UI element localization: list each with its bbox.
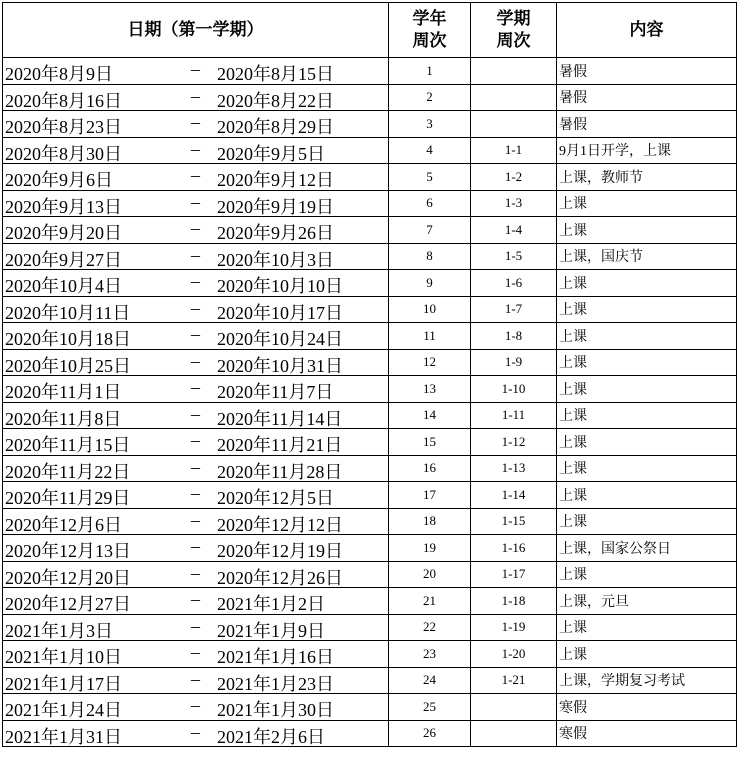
- table-row: [3, 614, 737, 641]
- date-range-cell: [3, 58, 389, 85]
- date-range-cell: [3, 243, 389, 270]
- end-date: 2020年10月3日: [217, 249, 334, 270]
- date-separator: –: [191, 377, 200, 397]
- date-separator: –: [191, 403, 200, 424]
- end-date: 2021年2月6日: [217, 726, 325, 747]
- year-week-cell: 1: [389, 58, 471, 85]
- date-range-cell: [3, 455, 389, 482]
- content-cell: 上课: [557, 482, 737, 509]
- table-row: [3, 190, 737, 217]
- date-separator: –: [191, 615, 200, 636]
- year-week-cell: 14: [389, 402, 471, 429]
- content-cell: 上课: [557, 641, 737, 668]
- content-cell: 上课: [557, 296, 737, 323]
- end-date: 2020年11月21日: [217, 435, 343, 455]
- content-cell: 上课，国庆节: [557, 243, 737, 270]
- year-week-cell: 2: [389, 84, 471, 111]
- content-cell: 上课: [557, 614, 737, 641]
- semester-week-cell: 1-4: [471, 217, 557, 244]
- table-row: [3, 535, 737, 562]
- table-row: [3, 561, 737, 588]
- end-date: 2020年8月29日: [217, 117, 334, 137]
- date-range-cell: [3, 641, 389, 668]
- header-year-week-line1: 学年: [412, 9, 447, 29]
- date-range-cell: [3, 217, 389, 244]
- date-separator: –: [191, 350, 200, 371]
- semester-week-cell: 1-10: [471, 376, 557, 403]
- date-range-cell: [3, 270, 389, 297]
- year-week-cell: 25: [389, 694, 471, 721]
- date-range-cell: [3, 402, 389, 429]
- content-cell: 寒假: [557, 720, 737, 747]
- date-separator: –: [191, 297, 200, 318]
- start-date: 2020年11月1日: [5, 382, 122, 402]
- semester-week-cell: 1-14: [471, 482, 557, 509]
- date-separator: –: [191, 59, 200, 79]
- end-date: 2021年1月2日: [217, 594, 325, 614]
- date-range-cell: [3, 667, 389, 694]
- end-date: 2020年11月7日: [217, 382, 334, 402]
- start-date: 2020年8月23日: [5, 117, 122, 137]
- semester-week-cell: 1-12: [471, 429, 557, 456]
- date-separator: –: [191, 509, 200, 530]
- end-date: 2020年8月15日: [217, 64, 334, 84]
- date-range-cell: [3, 482, 389, 509]
- date-separator: –: [191, 695, 200, 715]
- header-semester-week-line2: 周次: [496, 31, 531, 51]
- table-row: [3, 455, 737, 482]
- year-week-cell: 16: [389, 455, 471, 482]
- start-date: 2020年12月20日: [5, 567, 131, 588]
- table-row: [3, 482, 737, 509]
- year-week-cell: 4: [389, 137, 471, 164]
- end-date: 2021年1月9日: [217, 620, 325, 641]
- table-row: [3, 217, 737, 244]
- start-date: 2020年9月6日: [5, 170, 113, 190]
- end-date: 2020年12月12日: [217, 514, 343, 535]
- content-cell: 暑假: [557, 84, 737, 111]
- table-row: [3, 349, 737, 376]
- date-range-cell: [3, 84, 389, 111]
- date-separator: –: [191, 721, 200, 742]
- table-row: [3, 137, 737, 164]
- year-week-cell: 21: [389, 588, 471, 615]
- content-cell: 上课: [557, 323, 737, 350]
- year-week-cell: 5: [389, 164, 471, 191]
- end-date: 2020年9月12日: [217, 170, 334, 190]
- start-date: 2020年11月15日: [5, 435, 131, 455]
- semester-week-cell: 1-7: [471, 296, 557, 323]
- semester-week-cell: 1-17: [471, 561, 557, 588]
- date-range-cell: [3, 535, 389, 562]
- content-cell: 上课，元旦: [557, 588, 737, 615]
- date-range-cell: [3, 349, 389, 376]
- date-separator: –: [191, 589, 200, 609]
- date-separator: –: [191, 271, 200, 291]
- date-separator: –: [191, 668, 200, 689]
- start-date: 2020年12月27日: [5, 594, 131, 614]
- end-date: 2020年12月19日: [217, 541, 343, 561]
- content-cell: 上课: [557, 376, 737, 403]
- date-range-cell: [3, 508, 389, 535]
- semester-week-cell: 1-18: [471, 588, 557, 615]
- year-week-cell: 12: [389, 349, 471, 376]
- start-date: 2020年11月22日: [5, 461, 131, 482]
- content-cell: 上课，国家公祭日: [557, 535, 737, 562]
- header-year-week: [389, 3, 471, 58]
- year-week-cell: 8: [389, 243, 471, 270]
- table-row: [3, 164, 737, 191]
- year-week-cell: 24: [389, 667, 471, 694]
- header-content: 内容: [557, 3, 737, 58]
- start-date: 2020年12月6日: [5, 514, 122, 535]
- year-week-cell: 15: [389, 429, 471, 456]
- table-row: [3, 694, 737, 721]
- semester-week-cell: 1-9: [471, 349, 557, 376]
- table-body: [3, 58, 737, 747]
- semester-week-cell: 1-13: [471, 455, 557, 482]
- date-separator: –: [191, 430, 200, 450]
- end-date: 2020年10月24日: [217, 329, 343, 349]
- semester-week-cell: [471, 694, 557, 721]
- semester-week-cell: 1-3: [471, 190, 557, 217]
- content-cell: 上课: [557, 217, 737, 244]
- header-semester-week-line1: 学期: [496, 9, 531, 29]
- semester-week-cell: 1-20: [471, 641, 557, 668]
- end-date: 2021年1月23日: [217, 673, 334, 694]
- table-row: [3, 111, 737, 138]
- end-date: 2020年10月10日: [217, 276, 343, 296]
- content-cell: 上课: [557, 429, 737, 456]
- semester-week-cell: 1-8: [471, 323, 557, 350]
- table-row: [3, 84, 737, 111]
- date-range-cell: [3, 614, 389, 641]
- year-week-cell: 10: [389, 296, 471, 323]
- semester-week-cell: 1-11: [471, 402, 557, 429]
- header-semester-week: [471, 3, 557, 58]
- content-cell: 上课: [557, 270, 737, 297]
- semester-week-cell: [471, 58, 557, 85]
- table-row: [3, 376, 737, 403]
- table-row: [3, 402, 737, 429]
- semester-week-cell: 1-1: [471, 137, 557, 164]
- content-cell: 上课: [557, 402, 737, 429]
- date-range-cell: [3, 137, 389, 164]
- date-separator: –: [191, 218, 200, 238]
- semester-week-cell: 1-19: [471, 614, 557, 641]
- start-date: 2020年8月30日: [5, 143, 122, 164]
- date-separator: –: [191, 244, 200, 265]
- semester-week-cell: 1-21: [471, 667, 557, 694]
- date-range-cell: [3, 720, 389, 747]
- date-separator: –: [191, 324, 200, 344]
- content-cell: 上课: [557, 190, 737, 217]
- year-week-cell: 22: [389, 614, 471, 641]
- content-cell: 上课: [557, 349, 737, 376]
- start-date: 2020年10月18日: [5, 329, 131, 349]
- table-row: [3, 588, 737, 615]
- start-date: 2020年11月8日: [5, 408, 122, 429]
- start-date: 2020年9月20日: [5, 223, 122, 243]
- start-date: 2021年1月10日: [5, 647, 122, 667]
- start-date: 2020年8月9日: [5, 64, 113, 84]
- end-date: 2021年1月16日: [217, 647, 334, 667]
- semester-week-cell: 1-6: [471, 270, 557, 297]
- date-range-cell: [3, 376, 389, 403]
- date-range-cell: [3, 694, 389, 721]
- semester-week-cell: 1-2: [471, 164, 557, 191]
- content-cell: 上课: [557, 561, 737, 588]
- year-week-cell: 18: [389, 508, 471, 535]
- year-week-cell: 13: [389, 376, 471, 403]
- content-cell: 上课，教师节: [557, 164, 737, 191]
- year-week-cell: 7: [389, 217, 471, 244]
- end-date: 2020年11月28日: [217, 461, 343, 482]
- year-week-cell: 9: [389, 270, 471, 297]
- start-date: 2020年10月11日: [5, 302, 131, 323]
- end-date: 2020年12月26日: [217, 567, 343, 588]
- semester-week-cell: [471, 111, 557, 138]
- year-week-cell: 23: [389, 641, 471, 668]
- date-separator: –: [191, 483, 200, 503]
- year-week-cell: 26: [389, 720, 471, 747]
- content-cell: 寒假: [557, 694, 737, 721]
- table-row: [3, 720, 737, 747]
- date-separator: –: [191, 165, 200, 185]
- date-range-cell: [3, 164, 389, 191]
- header-year-week-line2: 周次: [412, 31, 447, 51]
- table-row: [3, 641, 737, 668]
- date-range-cell: [3, 588, 389, 615]
- year-week-cell: 11: [389, 323, 471, 350]
- content-cell: 暑假: [557, 111, 737, 138]
- date-range-cell: [3, 561, 389, 588]
- end-date: 2020年10月17日: [217, 302, 343, 323]
- table-row: [3, 243, 737, 270]
- date-separator: –: [191, 562, 200, 583]
- content-cell: 上课: [557, 508, 737, 535]
- end-date: 2020年9月26日: [217, 223, 334, 243]
- end-date: 2020年8月22日: [217, 90, 334, 111]
- date-range-cell: [3, 296, 389, 323]
- date-range-cell: [3, 323, 389, 350]
- end-date: 2021年1月30日: [217, 700, 334, 720]
- year-week-cell: 6: [389, 190, 471, 217]
- date-separator: –: [191, 191, 200, 212]
- start-date: 2020年11月29日: [5, 488, 131, 508]
- semester-week-cell: 1-16: [471, 535, 557, 562]
- table-row: [3, 58, 737, 85]
- start-date: 2021年1月17日: [5, 673, 122, 694]
- date-separator: –: [191, 456, 200, 477]
- date-range-cell: [3, 429, 389, 456]
- start-date: 2020年12月13日: [5, 541, 131, 561]
- year-week-cell: 3: [389, 111, 471, 138]
- end-date: 2020年9月19日: [217, 196, 334, 217]
- date-separator: –: [191, 85, 200, 106]
- semester-calendar-table: [2, 2, 737, 747]
- table-row: [3, 323, 737, 350]
- start-date: 2021年1月24日: [5, 700, 122, 720]
- end-date: 2020年9月5日: [217, 143, 325, 164]
- date-separator: –: [191, 112, 200, 132]
- year-week-cell: 20: [389, 561, 471, 588]
- start-date: 2021年1月3日: [5, 620, 113, 641]
- semester-week-cell: [471, 84, 557, 111]
- date-separator: –: [191, 536, 200, 556]
- date-separator: –: [191, 642, 200, 662]
- header-row: [3, 3, 737, 58]
- table-row: [3, 429, 737, 456]
- start-date: 2020年10月25日: [5, 355, 131, 376]
- semester-week-cell: [471, 720, 557, 747]
- end-date: 2020年11月14日: [217, 408, 343, 429]
- start-date: 2020年10月4日: [5, 276, 122, 296]
- start-date: 2020年9月13日: [5, 196, 122, 217]
- year-week-cell: 17: [389, 482, 471, 509]
- start-date: 2020年8月16日: [5, 90, 122, 111]
- semester-week-cell: 1-15: [471, 508, 557, 535]
- content-cell: 上课，学期复习考试: [557, 667, 737, 694]
- start-date: 2021年1月31日: [5, 726, 122, 747]
- year-week-cell: 19: [389, 535, 471, 562]
- content-cell: 暑假: [557, 58, 737, 85]
- content-cell: 9月1日开学，上课: [557, 137, 737, 164]
- end-date: 2020年10月31日: [217, 355, 343, 376]
- date-range-cell: [3, 111, 389, 138]
- header-date: 日期（第一学期）: [3, 3, 389, 58]
- date-range-cell: [3, 190, 389, 217]
- date-separator: –: [191, 138, 200, 159]
- table-row: [3, 270, 737, 297]
- content-cell: 上课: [557, 455, 737, 482]
- start-date: 2020年9月27日: [5, 249, 122, 270]
- table-row: [3, 667, 737, 694]
- table-row: [3, 296, 737, 323]
- semester-week-cell: 1-5: [471, 243, 557, 270]
- table-row: [3, 508, 737, 535]
- end-date: 2020年12月5日: [217, 488, 334, 508]
